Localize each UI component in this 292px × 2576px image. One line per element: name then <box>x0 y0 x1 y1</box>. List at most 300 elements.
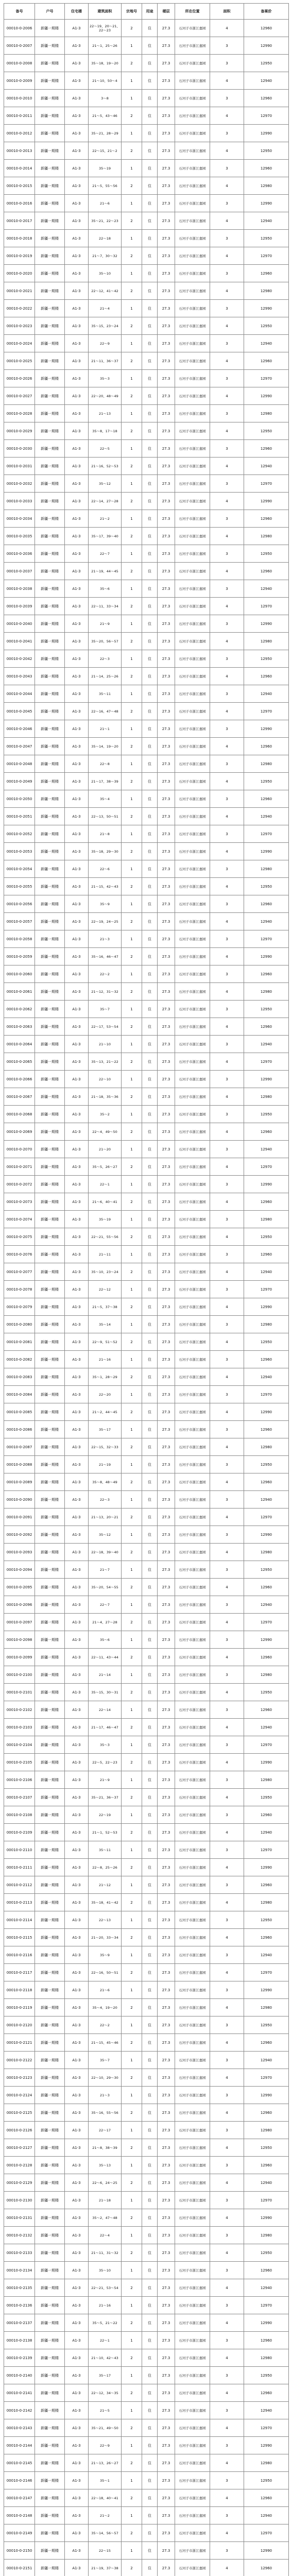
cell-address: 石河子市浙江嘉园 <box>175 1946 210 1964</box>
cell-range: 22～13 <box>89 1911 122 1929</box>
cell-range: 22～11、33～34 <box>89 598 122 615</box>
table-row <box>4 282 289 300</box>
cell-num: 00010-0-2146 <box>4 2472 35 2489</box>
cell-area: 3 <box>210 265 244 282</box>
cell-use: 住 <box>142 1929 158 1946</box>
cell-land: 2 <box>122 422 142 440</box>
cell-area: 3 <box>210 1561 244 1579</box>
table-row <box>4 1929 289 1946</box>
table-row <box>4 2542 289 2560</box>
cell-area: 4 <box>210 948 244 965</box>
cell-bldg: A1-3 <box>65 2034 89 2052</box>
cell-range: 22～18、40～41 <box>89 2489 122 2507</box>
cell-bldg: A1-3 <box>65 282 89 300</box>
table-row <box>4 2297 289 2314</box>
cell-price: 12960 <box>244 1579 289 1596</box>
cell-use: 住 <box>142 493 158 510</box>
cell-bldg: A1-3 <box>65 930 89 948</box>
cell-house: 新疆一期楼 <box>35 2367 65 2384</box>
cell-bldg: A1-3 <box>65 2122 89 2139</box>
cell-num: 00010-0-2037 <box>4 563 35 580</box>
cell-use: 住 <box>142 563 158 580</box>
cell-price: 12960 <box>244 1421 289 1438</box>
cell-bldg: A1-3 <box>65 1246 89 1263</box>
cell-land: 1 <box>122 790 142 808</box>
cell-num: 00010-0-2062 <box>4 1001 35 1018</box>
cell-bldg: A1-3 <box>65 125 89 142</box>
cell-bldg: A1-3 <box>65 2157 89 2174</box>
cell-num: 00010-0-2114 <box>4 1911 35 1929</box>
cell-land: 1 <box>122 1106 142 1123</box>
header-land: 宗地号 <box>122 4 142 20</box>
cell-area: 3 <box>210 2122 244 2139</box>
cell-house: 新疆一期楼 <box>35 1281 65 1298</box>
cell-price: 12950 <box>244 142 289 160</box>
cell-price: 12960 <box>244 1473 289 1491</box>
cell-house: 新疆一期楼 <box>35 2262 65 2279</box>
cell-area: 3 <box>210 2472 244 2489</box>
cell-use: 住 <box>142 1368 158 1386</box>
cell-use: 住 <box>142 720 158 738</box>
cell-address: 石河子市浙江嘉园 <box>175 475 210 493</box>
cell-land: 1 <box>122 1771 142 1789</box>
cell-floor: 27.3 <box>158 1596 175 1614</box>
cell-address: 石河子市浙江嘉园 <box>175 2367 210 2384</box>
cell-bldg: A1-3 <box>65 1088 89 1106</box>
cell-price: 12970 <box>244 2419 289 2437</box>
cell-area: 4 <box>210 2454 244 2472</box>
cell-area: 3 <box>210 2542 244 2560</box>
cell-floor: 27.3 <box>158 212 175 230</box>
cell-num: 00010-0-2028 <box>4 405 35 422</box>
cell-land: 2 <box>122 773 142 790</box>
cell-land: 2 <box>122 2209 142 2227</box>
table-row <box>4 843 289 860</box>
cell-land: 2 <box>122 2244 142 2262</box>
cell-area: 3 <box>210 1211 244 1228</box>
cell-address: 石河子市浙江嘉园 <box>175 2087 210 2104</box>
cell-land: 2 <box>122 913 142 930</box>
cell-range: 21～12、31～32 <box>89 983 122 1001</box>
cell-bldg: A1-3 <box>65 720 89 738</box>
cell-num: 00010-0-2079 <box>4 1298 35 1316</box>
cell-area: 4 <box>210 1754 244 1771</box>
cell-floor: 27.3 <box>158 1806 175 1824</box>
cell-price: 12950 <box>244 1228 289 1246</box>
cell-use: 住 <box>142 1649 158 1666</box>
cell-land: 1 <box>122 2227 142 2244</box>
table-row <box>4 2034 289 2052</box>
cell-price: 12980 <box>244 1544 289 1561</box>
cell-house: 新疆一期楼 <box>35 1684 65 1701</box>
cell-house: 新疆一期楼 <box>35 107 65 125</box>
cell-num: 00010-0-2044 <box>4 685 35 703</box>
cell-house: 新疆一期楼 <box>35 475 65 493</box>
table-row <box>4 1649 289 1666</box>
cell-range: 22～1 <box>89 1176 122 1193</box>
cell-num: 00010-0-2075 <box>4 1228 35 1246</box>
cell-price: 12950 <box>244 55 289 72</box>
cell-bldg: A1-3 <box>65 685 89 703</box>
cell-use: 住 <box>142 633 158 650</box>
cell-land: 2 <box>122 55 142 72</box>
cell-area: 4 <box>210 2174 244 2192</box>
cell-area: 4 <box>210 2524 244 2542</box>
cell-price: 12940 <box>244 1036 289 1053</box>
cell-bldg: A1-3 <box>65 300 89 317</box>
cell-price: 12940 <box>244 1368 289 1386</box>
cell-num: 00010-0-2135 <box>4 2279 35 2297</box>
table-row <box>4 2367 289 2384</box>
cell-price: 12960 <box>244 2104 289 2122</box>
cell-area: 3 <box>210 860 244 878</box>
cell-address: 石河子市浙江嘉园 <box>175 580 210 598</box>
cell-price: 12960 <box>244 1018 289 1036</box>
cell-num: 00010-0-2120 <box>4 2016 35 2034</box>
cell-floor: 27.3 <box>158 20 175 37</box>
table-row <box>4 1509 289 1526</box>
cell-range: 35～14 <box>89 1316 122 1333</box>
cell-bldg: A1-3 <box>65 545 89 563</box>
cell-range: 22～19、24～25 <box>89 913 122 930</box>
cell-range: 21～16 <box>89 1351 122 1368</box>
cell-floor: 27.3 <box>158 1981 175 1999</box>
cell-house: 新疆一期楼 <box>35 387 65 405</box>
cell-floor: 27.3 <box>158 1719 175 1736</box>
table-row <box>4 317 289 335</box>
cell-house: 新疆一期楼 <box>35 1438 65 1456</box>
table-row <box>4 1999 289 2016</box>
table-row <box>4 528 289 545</box>
cell-land: 1 <box>122 1211 142 1228</box>
cell-bldg: A1-3 <box>65 2542 89 2560</box>
cell-use: 住 <box>142 2052 158 2069</box>
cell-range: 35～9 <box>89 895 122 913</box>
table-row <box>4 1771 289 1789</box>
cell-range: 21～11、31～32 <box>89 2244 122 2262</box>
cell-area: 4 <box>210 1964 244 1981</box>
cell-price: 12940 <box>244 1596 289 1614</box>
cell-house: 新疆一期楼 <box>35 773 65 790</box>
cell-area: 4 <box>210 913 244 930</box>
cell-house: 新疆一期楼 <box>35 580 65 598</box>
table-row <box>4 860 289 878</box>
cell-floor: 27.3 <box>158 2174 175 2192</box>
cell-address: 石河子市浙江嘉园 <box>175 195 210 212</box>
cell-num: 00010-0-2078 <box>4 1281 35 1298</box>
cell-address: 石河子市浙江嘉园 <box>175 1368 210 1386</box>
cell-bldg: A1-3 <box>65 2209 89 2227</box>
cell-bldg: A1-3 <box>65 1123 89 1141</box>
cell-use: 住 <box>142 1614 158 1631</box>
cell-price: 12960 <box>244 2384 289 2402</box>
cell-area: 4 <box>210 1263 244 1281</box>
cell-use: 住 <box>142 528 158 545</box>
cell-land: 2 <box>122 2104 142 2122</box>
cell-use: 住 <box>142 790 158 808</box>
cell-house: 新疆一期楼 <box>35 2332 65 2349</box>
cell-num: 00010-0-2100 <box>4 1666 35 1684</box>
cell-land: 1 <box>122 1631 142 1649</box>
cell-address: 石河子市浙江嘉园 <box>175 335 210 352</box>
cell-floor: 27.3 <box>158 2314 175 2332</box>
cell-use: 住 <box>142 1561 158 1579</box>
cell-range: 35～10 <box>89 265 122 282</box>
cell-price: 12940 <box>244 685 289 703</box>
cell-house: 新疆一期楼 <box>35 20 65 37</box>
cell-price: 12960 <box>244 1193 289 1211</box>
cell-house: 新疆一期楼 <box>35 1596 65 1614</box>
cell-floor: 27.3 <box>158 2104 175 2122</box>
table-row <box>4 335 289 352</box>
cell-price: 12950 <box>244 2016 289 2034</box>
cell-floor: 27.3 <box>158 2034 175 2052</box>
cell-price: 12940 <box>244 457 289 475</box>
cell-bldg: A1-3 <box>65 1929 89 1946</box>
cell-price: 12980 <box>244 1088 289 1106</box>
cell-land: 2 <box>122 1719 142 1736</box>
cell-house: 新疆一期楼 <box>35 2402 65 2419</box>
cell-range: 21～10 <box>89 1036 122 1053</box>
cell-range: 35～13 <box>89 2157 122 2174</box>
cell-use: 住 <box>142 1789 158 1806</box>
table-row <box>4 755 289 773</box>
cell-use: 住 <box>142 1211 158 1228</box>
cell-area: 3 <box>210 2192 244 2209</box>
cell-price: 12960 <box>244 2157 289 2174</box>
table-row <box>4 422 289 440</box>
cell-address: 石河子市浙江嘉园 <box>175 510 210 528</box>
cell-range: 21～11 <box>89 1246 122 1263</box>
cell-land: 2 <box>122 1053 142 1071</box>
cell-house: 新疆一期楼 <box>35 563 65 580</box>
cell-house: 新疆一期楼 <box>35 878 65 895</box>
cell-price: 12950 <box>244 1456 289 1473</box>
cell-range: 21～4 <box>89 300 122 317</box>
cell-range: 21～6 <box>89 195 122 212</box>
cell-area: 3 <box>210 2367 244 2384</box>
table-row <box>4 1701 289 1719</box>
cell-num: 00010-0-2077 <box>4 1263 35 1281</box>
cell-floor: 27.3 <box>158 895 175 913</box>
cell-range: 21～18 <box>89 2192 122 2209</box>
cell-use: 住 <box>142 1298 158 1316</box>
cell-num: 00010-0-2051 <box>4 808 35 825</box>
cell-house: 新疆一期楼 <box>35 948 65 965</box>
cell-address: 石河子市浙江嘉园 <box>175 2419 210 2437</box>
cell-use: 住 <box>142 2524 158 2542</box>
cell-land: 2 <box>122 563 142 580</box>
cell-price: 12980 <box>244 1894 289 1911</box>
table-row <box>4 2139 289 2157</box>
cell-price: 12950 <box>244 878 289 895</box>
cell-use: 住 <box>142 2209 158 2227</box>
cell-house: 新疆一期楼 <box>35 1666 65 1684</box>
cell-house: 新疆一期楼 <box>35 1158 65 1176</box>
cell-floor: 27.3 <box>158 545 175 563</box>
cell-range: 21～10、50～4 <box>89 72 122 90</box>
cell-land: 1 <box>122 2052 142 2069</box>
cell-address: 石河子市浙江嘉园 <box>175 1071 210 1088</box>
cell-price: 12950 <box>244 2244 289 2262</box>
table-row <box>4 773 289 790</box>
cell-address: 石河子市浙江嘉园 <box>175 1684 210 1701</box>
cell-range: 21～10、42～43 <box>89 2349 122 2367</box>
cell-land: 2 <box>122 1684 142 1701</box>
cell-address: 石河子市浙江嘉园 <box>175 1228 210 1246</box>
cell-area: 4 <box>210 1088 244 1106</box>
cell-area: 4 <box>210 142 244 160</box>
cell-bldg: A1-3 <box>65 1211 89 1228</box>
cell-range: 22～6、24～25 <box>89 2174 122 2192</box>
cell-land: 2 <box>122 2034 142 2052</box>
cell-use: 住 <box>142 195 158 212</box>
cell-price: 12990 <box>244 615 289 633</box>
cell-address: 石河子市浙江嘉园 <box>175 1526 210 1544</box>
cell-area: 3 <box>210 1911 244 1929</box>
cell-address: 石河子市浙江嘉园 <box>175 1333 210 1351</box>
cell-bldg: A1-3 <box>65 1316 89 1333</box>
cell-bldg: A1-3 <box>65 755 89 773</box>
cell-range: 35～13、21～22 <box>89 1053 122 1071</box>
cell-num: 00010-0-2117 <box>4 1964 35 1981</box>
cell-price: 12960 <box>244 738 289 755</box>
cell-range: 35～17 <box>89 2367 122 2384</box>
table-row <box>4 1228 289 1246</box>
cell-use: 住 <box>142 773 158 790</box>
table-row <box>4 2122 289 2139</box>
cell-house: 新疆一期楼 <box>35 1018 65 1036</box>
cell-house: 新疆一期楼 <box>35 1544 65 1561</box>
cell-bldg: A1-3 <box>65 265 89 282</box>
cell-area: 4 <box>210 703 244 720</box>
cell-floor: 27.3 <box>158 738 175 755</box>
table-row <box>4 475 289 493</box>
cell-use: 住 <box>142 1876 158 1894</box>
cell-use: 住 <box>142 1071 158 1088</box>
cell-bldg: A1-3 <box>65 1071 89 1088</box>
cell-area: 4 <box>210 247 244 265</box>
cell-land: 2 <box>122 1544 142 1561</box>
cell-floor: 27.3 <box>158 563 175 580</box>
cell-floor: 27.3 <box>158 2122 175 2139</box>
cell-land: 2 <box>122 142 142 160</box>
table-row <box>4 2524 289 2542</box>
cell-price: 12960 <box>244 440 289 457</box>
cell-floor: 27.3 <box>158 633 175 650</box>
cell-price: 12960 <box>244 2262 289 2279</box>
cell-use: 住 <box>142 1176 158 1193</box>
cell-area: 4 <box>210 1789 244 1806</box>
cell-land: 2 <box>122 2314 142 2332</box>
cell-area: 4 <box>210 2139 244 2157</box>
cell-address: 石河子市浙江嘉园 <box>175 1649 210 1666</box>
cell-area: 3 <box>210 685 244 703</box>
table-row <box>4 1964 289 1981</box>
cell-area: 3 <box>210 475 244 493</box>
cell-use: 住 <box>142 1964 158 1981</box>
cell-house: 新疆一期楼 <box>35 2560 65 2576</box>
cell-bldg: A1-3 <box>65 1526 89 1544</box>
cell-house: 新疆一期楼 <box>35 1964 65 1981</box>
cell-use: 住 <box>142 2157 158 2174</box>
cell-floor: 27.3 <box>158 2542 175 2560</box>
cell-range: 21～20 <box>89 1141 122 1158</box>
cell-range: 22～1 <box>89 2332 122 2349</box>
cell-house: 新疆一期楼 <box>35 860 65 878</box>
cell-area: 3 <box>210 1106 244 1123</box>
cell-use: 住 <box>142 2192 158 2209</box>
cell-range: 22～15、32～33 <box>89 1438 122 1456</box>
cell-address: 石河子市浙江嘉园 <box>175 1929 210 1946</box>
cell-house: 新疆一期楼 <box>35 1981 65 1999</box>
cell-house: 新疆一期楼 <box>35 1771 65 1789</box>
cell-range: 35～20、56～57 <box>89 633 122 650</box>
cell-house: 新疆一期楼 <box>35 55 65 72</box>
cell-range: 35～6 <box>89 580 122 598</box>
cell-floor: 27.3 <box>158 493 175 510</box>
cell-area: 3 <box>210 1631 244 1649</box>
cell-land: 1 <box>122 650 142 668</box>
cell-num: 00010-0-2008 <box>4 55 35 72</box>
cell-price: 12940 <box>244 1719 289 1736</box>
table-row <box>4 142 289 160</box>
cell-price: 12940 <box>244 2052 289 2069</box>
cell-house: 新疆一期楼 <box>35 668 65 685</box>
cell-use: 住 <box>142 965 158 983</box>
cell-floor: 27.3 <box>158 2262 175 2279</box>
cell-area: 4 <box>210 668 244 685</box>
cell-floor: 27.3 <box>158 2227 175 2244</box>
cell-address: 石河子市浙江嘉园 <box>175 1438 210 1456</box>
cell-price: 12970 <box>244 1841 289 1859</box>
cell-land: 1 <box>122 2437 142 2454</box>
cell-price: 12970 <box>244 1281 289 1298</box>
table-body <box>4 20 289 2576</box>
table-row <box>4 738 289 755</box>
cell-floor: 27.3 <box>158 160 175 177</box>
cell-area: 3 <box>210 720 244 738</box>
cell-price: 12970 <box>244 475 289 493</box>
cell-land: 2 <box>122 1754 142 1771</box>
cell-area: 4 <box>210 1544 244 1561</box>
cell-floor: 27.3 <box>158 1246 175 1263</box>
cell-land: 1 <box>122 370 142 387</box>
table-row <box>4 2192 289 2209</box>
cell-num: 00010-0-2108 <box>4 1806 35 1824</box>
cell-address: 石河子市浙江嘉园 <box>175 1841 210 1859</box>
header-house: 户号 <box>35 4 65 20</box>
cell-area: 4 <box>210 1333 244 1351</box>
cell-num: 00010-0-2046 <box>4 720 35 738</box>
cell-range: 21～17、38～39 <box>89 773 122 790</box>
cell-address: 石河子市浙江嘉园 <box>175 1351 210 1368</box>
cell-land: 1 <box>122 1701 142 1719</box>
cell-land: 1 <box>122 1176 142 1193</box>
cell-area: 4 <box>210 1193 244 1211</box>
cell-address: 石河子市浙江嘉园 <box>175 1246 210 1263</box>
cell-land: 2 <box>122 598 142 615</box>
cell-use: 住 <box>142 650 158 668</box>
cell-price: 12950 <box>244 1789 289 1806</box>
cell-address: 石河子市浙江嘉园 <box>175 1561 210 1579</box>
cell-floor: 27.3 <box>158 475 175 493</box>
table-row <box>4 107 289 125</box>
cell-bldg: A1-3 <box>65 580 89 598</box>
cell-price: 12950 <box>244 1911 289 1929</box>
cell-floor: 27.3 <box>158 1649 175 1666</box>
cell-floor: 27.3 <box>158 352 175 370</box>
